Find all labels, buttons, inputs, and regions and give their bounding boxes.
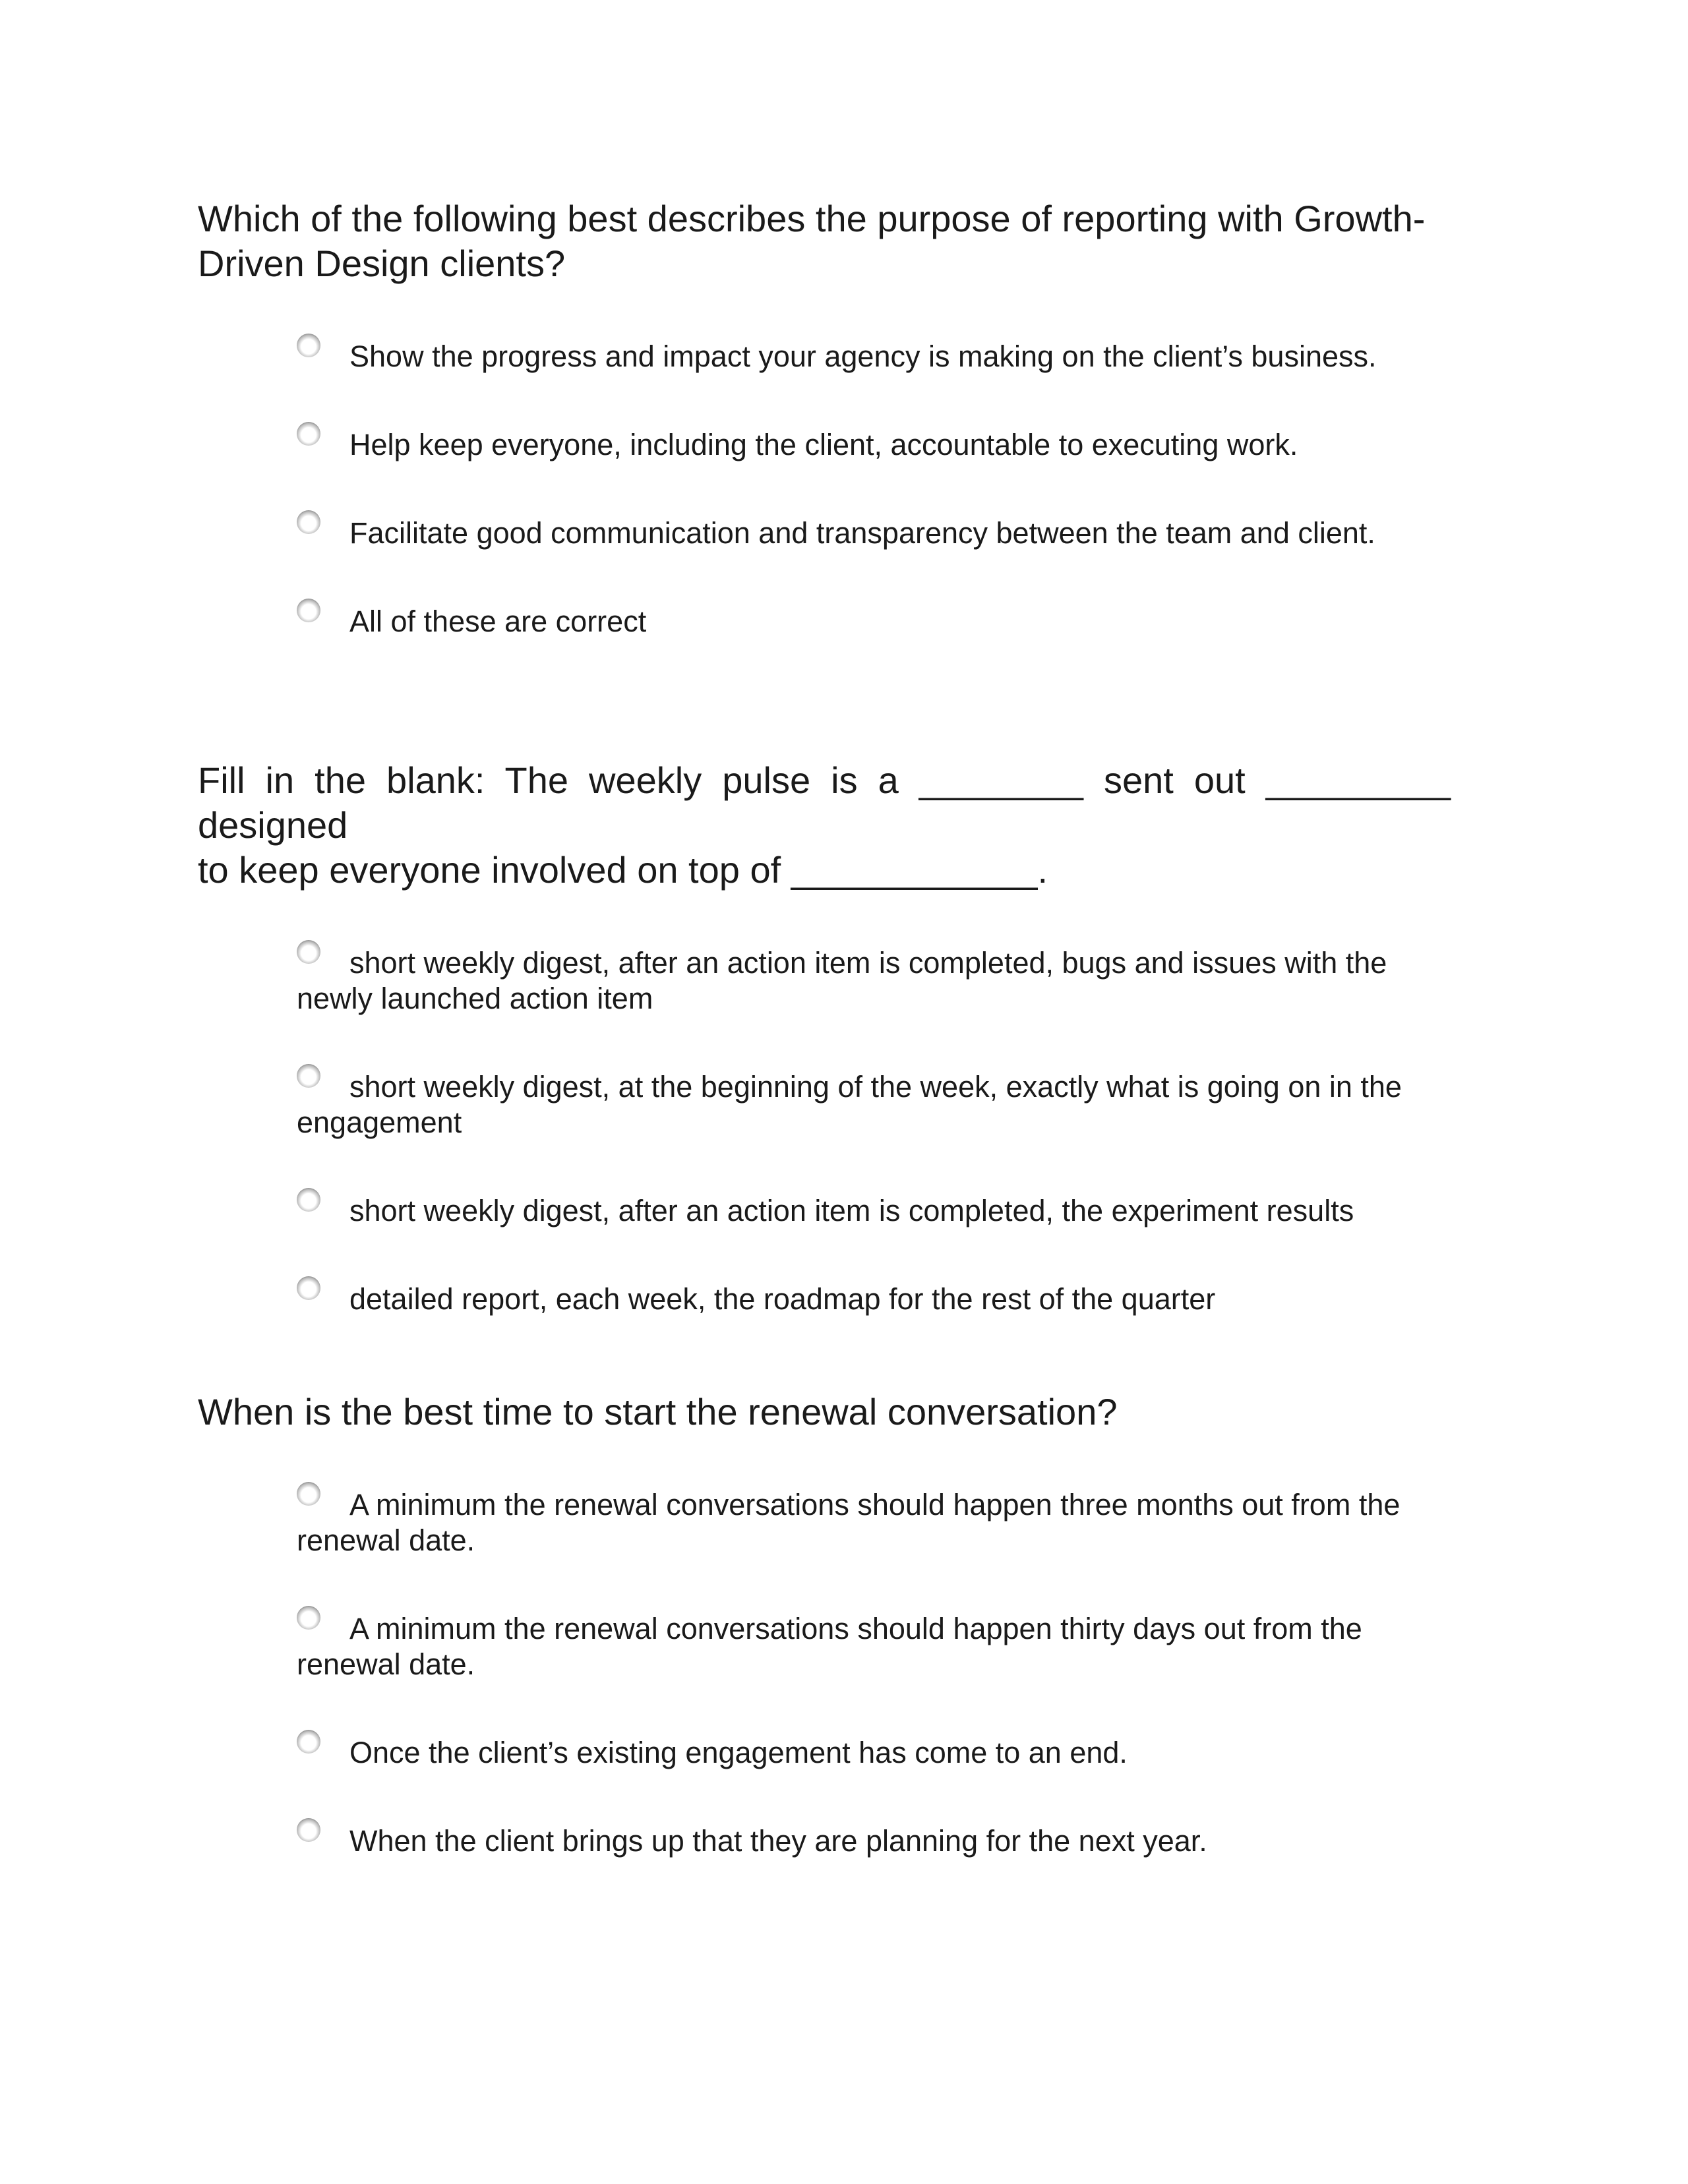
radio-button[interactable] [297,599,320,622]
option-list [198,339,1490,639]
radio-button[interactable] [297,1188,320,1212]
option-item[interactable] [297,1193,1418,1229]
option-label: short weekly digest, after an action item is completed, the experiment results [349,1194,1354,1227]
question-1 [198,196,1490,639]
option-label: Show the progress and impact your agency is making on the client’s business. [349,339,1377,373]
option-item[interactable] [297,1282,1418,1317]
radio-button[interactable] [297,334,320,357]
option-item[interactable] [297,427,1418,463]
option-label: Help keep everyone, including the client, accountable to executing work. [349,428,1298,461]
option-label: A minimum the renewal conversations should happen three months out from the renewal date. [297,1488,1401,1557]
option-label: short weekly digest, after an action item is completed, bugs and issues with the newly launched action item [297,946,1387,1015]
option-label: detailed report, each week, the roadmap for the rest of the quarter [349,1282,1216,1316]
question-text: Fill in the blank: The weekly pulse is a ________ sent out _________ designed to keep everyone involved on top of ____________. [198,759,1451,891]
radio-button[interactable] [297,1276,320,1300]
option-item[interactable] [297,1487,1418,1558]
radio-button[interactable] [297,1606,320,1630]
option-item[interactable] [297,1823,1418,1859]
option-list [198,945,1490,1317]
option-label: short weekly digest, at the beginning of the week, exactly what is going on in the engagement [297,1070,1402,1139]
option-label: Once the client’s existing engagement has come to an end. [349,1736,1128,1769]
radio-button[interactable] [297,422,320,446]
option-item[interactable] [297,1069,1418,1140]
option-item[interactable] [297,516,1418,551]
question-2 [198,758,1490,1317]
radio-button[interactable] [297,1818,320,1842]
radio-button[interactable] [297,510,320,534]
option-list [198,1487,1490,1859]
radio-button[interactable] [297,1730,320,1754]
option-item[interactable] [297,1611,1418,1682]
question-3 [198,1390,1490,1859]
radio-button[interactable] [297,1482,320,1506]
question-text: Which of the following best describes the purpose of reporting with Growth- Driven Design clients? [198,198,1426,284]
option-item[interactable] [297,1735,1418,1771]
radio-button[interactable] [297,940,320,964]
option-item[interactable] [297,339,1418,374]
question-text: When is the best time to start the renewal conversation? [198,1391,1118,1432]
option-label: A minimum the renewal conversations should happen thirty days out from the renewal date. [297,1612,1362,1681]
option-label: When the client brings up that they are planning for the next year. [349,1824,1207,1858]
option-label: All of these are correct [349,605,647,638]
radio-button[interactable] [297,1064,320,1088]
option-item[interactable] [297,604,1418,639]
option-item[interactable] [297,945,1418,1017]
option-label: Facilitate good communication and transparency between the team and client. [349,516,1375,550]
